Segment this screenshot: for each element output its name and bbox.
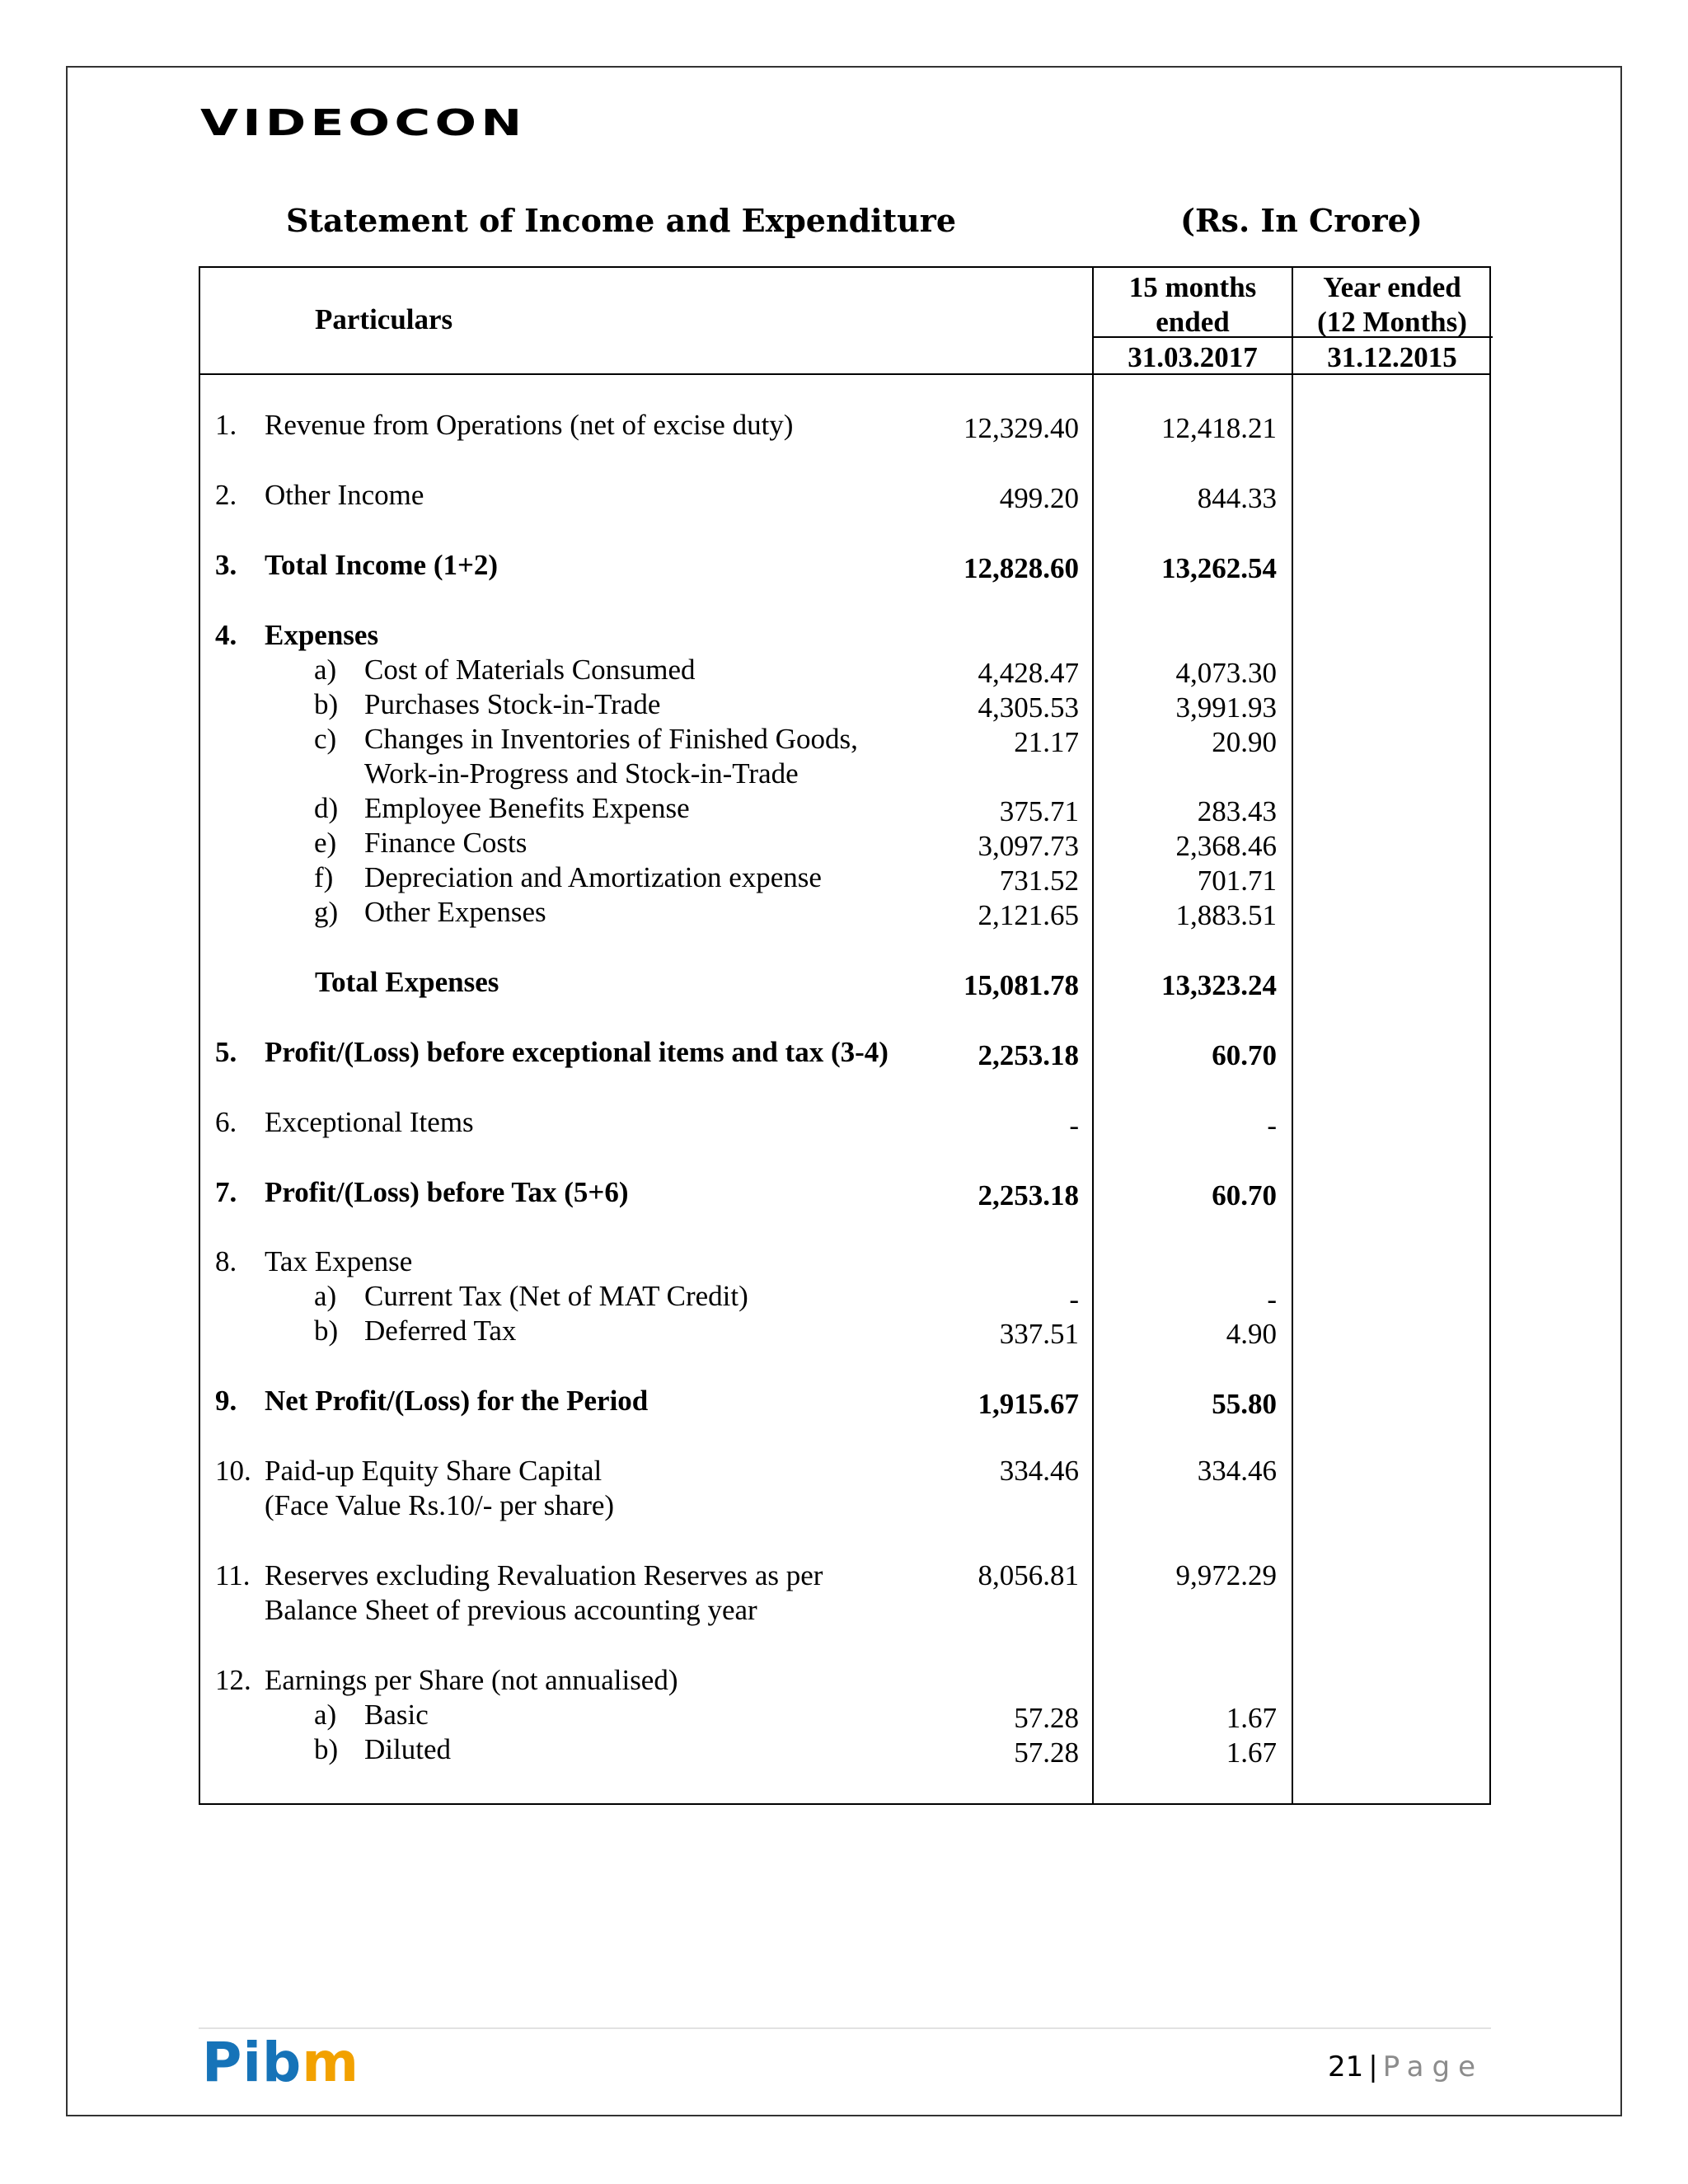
row-label: Earnings per Share (not annualised) — [265, 1664, 678, 1696]
sub-letter: a) — [314, 1280, 337, 1312]
value-2015: 1.67 — [1226, 1702, 1277, 1734]
sub-letter: c) — [314, 723, 337, 755]
value-2015: 1,883.51 — [1175, 899, 1277, 931]
col1-header-date: 31.03.2017 — [1128, 341, 1258, 373]
value-2017: 21.17 — [1014, 726, 1079, 758]
value-2015: 20.90 — [1212, 726, 1277, 758]
row-label: Other Income — [265, 479, 424, 511]
value-2015: 283.43 — [1197, 795, 1277, 827]
col1-header-line2: ended — [1156, 306, 1230, 338]
value-2017: 731.52 — [999, 865, 1079, 897]
row-number: 11. — [215, 1559, 251, 1591]
value-2015: 3,991.93 — [1175, 691, 1277, 724]
row-number: 5. — [215, 1036, 237, 1068]
value-2017: 3,097.73 — [978, 830, 1079, 862]
value-2015: 1.67 — [1226, 1736, 1277, 1769]
value-2015: 4.90 — [1226, 1318, 1277, 1350]
value-2015: 13,323.24 — [1161, 969, 1277, 1001]
videocon-logo: VIDEOCON — [200, 102, 527, 144]
col2-header-date: 31.12.2015 — [1327, 341, 1457, 373]
row-label: Expenses — [265, 619, 379, 651]
sub-letter: f) — [314, 861, 334, 893]
col1-header-line1: 15 months — [1128, 271, 1257, 303]
value-2015: 60.70 — [1212, 1039, 1277, 1071]
row-number: 4. — [215, 619, 237, 651]
value-2017: 12,828.60 — [964, 552, 1079, 584]
sub-letter: e) — [314, 827, 337, 859]
row-label: Reserves excluding Revaluation Reserves as per — [265, 1559, 823, 1591]
row-number: 2. — [215, 479, 237, 511]
row-number: 9. — [215, 1385, 237, 1417]
row-label: Exceptional Items — [265, 1106, 474, 1138]
value-2017: 2,253.18 — [978, 1039, 1079, 1071]
value-2017: 1,915.67 — [978, 1388, 1079, 1420]
value-2015: 334.46 — [1197, 1455, 1277, 1487]
sub-letter: b) — [314, 688, 339, 720]
value-2015: 844.33 — [1197, 482, 1277, 514]
value-2017: 57.28 — [1014, 1736, 1079, 1769]
row-number: 6. — [215, 1106, 237, 1138]
row-number: 7. — [215, 1176, 237, 1208]
row-label: Profit/(Loss) before exceptional items and tax (3-4) — [265, 1036, 889, 1068]
footer-divider — [199, 2027, 1491, 2029]
sub-letter: d) — [314, 792, 339, 824]
value-2015: 13,262.54 — [1161, 552, 1277, 584]
row-label: Total Income (1+2) — [265, 549, 499, 581]
value-2017: - — [1069, 1109, 1079, 1141]
sub-label: Employee Benefits Expense — [364, 792, 690, 824]
value-2015: 12,418.21 — [1161, 412, 1277, 444]
sub-label: Finance Costs — [364, 827, 528, 859]
income-statement-table — [199, 266, 1491, 1805]
value-2017: 2,253.18 — [978, 1179, 1079, 1212]
pibm-logo: Pibm — [202, 2031, 360, 2094]
row-number: 8. — [215, 1245, 237, 1277]
value-2017: 12,329.40 — [964, 412, 1079, 444]
column-divider — [1292, 268, 1293, 1803]
value-2015: - — [1267, 1109, 1277, 1141]
row-label: Profit/(Loss) before Tax (5+6) — [265, 1176, 629, 1208]
value-2017: 499.20 — [999, 482, 1079, 514]
sub-label: Depreciation and Amortization expense — [364, 861, 822, 893]
sub-label: Deferred Tax — [364, 1315, 517, 1347]
row-number: 1. — [215, 409, 237, 441]
sub-letter: b) — [314, 1733, 339, 1765]
sub-label: Purchases Stock-in-Trade — [364, 688, 661, 720]
row-label: Paid-up Equity Share Capital — [265, 1455, 603, 1487]
sub-letter: a) — [314, 1699, 337, 1731]
value-2015: 9,972.29 — [1175, 1559, 1277, 1591]
col2-header-line2: (12 Months) — [1317, 306, 1467, 338]
value-2015: - — [1267, 1283, 1277, 1315]
row-number: 10. — [215, 1455, 251, 1487]
row-label: Tax Expense — [265, 1245, 413, 1277]
value-2017: 4,428.47 — [978, 657, 1079, 689]
sub-label: Other Expenses — [364, 896, 546, 928]
sub-label-line2: Work-in-Progress and Stock-in-Trade — [364, 757, 799, 790]
sub-label: Basic — [364, 1699, 429, 1731]
value-2017: 4,305.53 — [978, 691, 1079, 724]
value-2017: 375.71 — [999, 795, 1079, 827]
sub-label: Cost of Materials Consumed — [364, 654, 696, 686]
value-2015: 4,073.30 — [1175, 657, 1277, 689]
sub-letter: g) — [314, 896, 339, 928]
value-2015: 60.70 — [1212, 1179, 1277, 1212]
row-label-line2: (Face Value Rs.10/- per share) — [265, 1489, 615, 1521]
value-2017: 15,081.78 — [964, 969, 1079, 1001]
value-2015: 701.71 — [1197, 865, 1277, 897]
value-2017: 8,056.81 — [978, 1559, 1079, 1591]
value-2017: 2,121.65 — [978, 899, 1079, 931]
sub-label: Current Tax (Net of MAT Credit) — [364, 1280, 748, 1312]
value-2017: 57.28 — [1014, 1702, 1079, 1734]
sub-label: Changes in Inventories of Finished Goods, — [364, 723, 858, 755]
sub-letter: a) — [314, 654, 337, 686]
particulars-header: Particulars — [315, 303, 453, 335]
row-label: Net Profit/(Loss) for the Period — [265, 1385, 649, 1417]
statement-title: Statement of Income and Expenditure — [286, 202, 956, 239]
col2-header-line1: Year ended — [1323, 271, 1461, 303]
row-label: Revenue from Operations (net of excise duty) — [265, 409, 794, 441]
row-number: 12. — [215, 1664, 251, 1696]
row-label-line2: Balance Sheet of previous accounting year — [265, 1594, 757, 1626]
page-number: 21 | Page — [1327, 2050, 1484, 2083]
value-2017: 334.46 — [999, 1455, 1079, 1487]
value-2015: 55.80 — [1212, 1388, 1277, 1420]
sub-label: Diluted — [364, 1733, 451, 1765]
sub-letter: b) — [314, 1315, 339, 1347]
currency-unit: (Rs. In Crore) — [1180, 202, 1423, 239]
value-2015: 2,368.46 — [1175, 830, 1277, 862]
row-label: Total Expenses — [315, 966, 499, 998]
value-2017: 337.51 — [999, 1318, 1079, 1350]
row-number: 3. — [215, 549, 237, 581]
value-2017: - — [1069, 1283, 1079, 1315]
